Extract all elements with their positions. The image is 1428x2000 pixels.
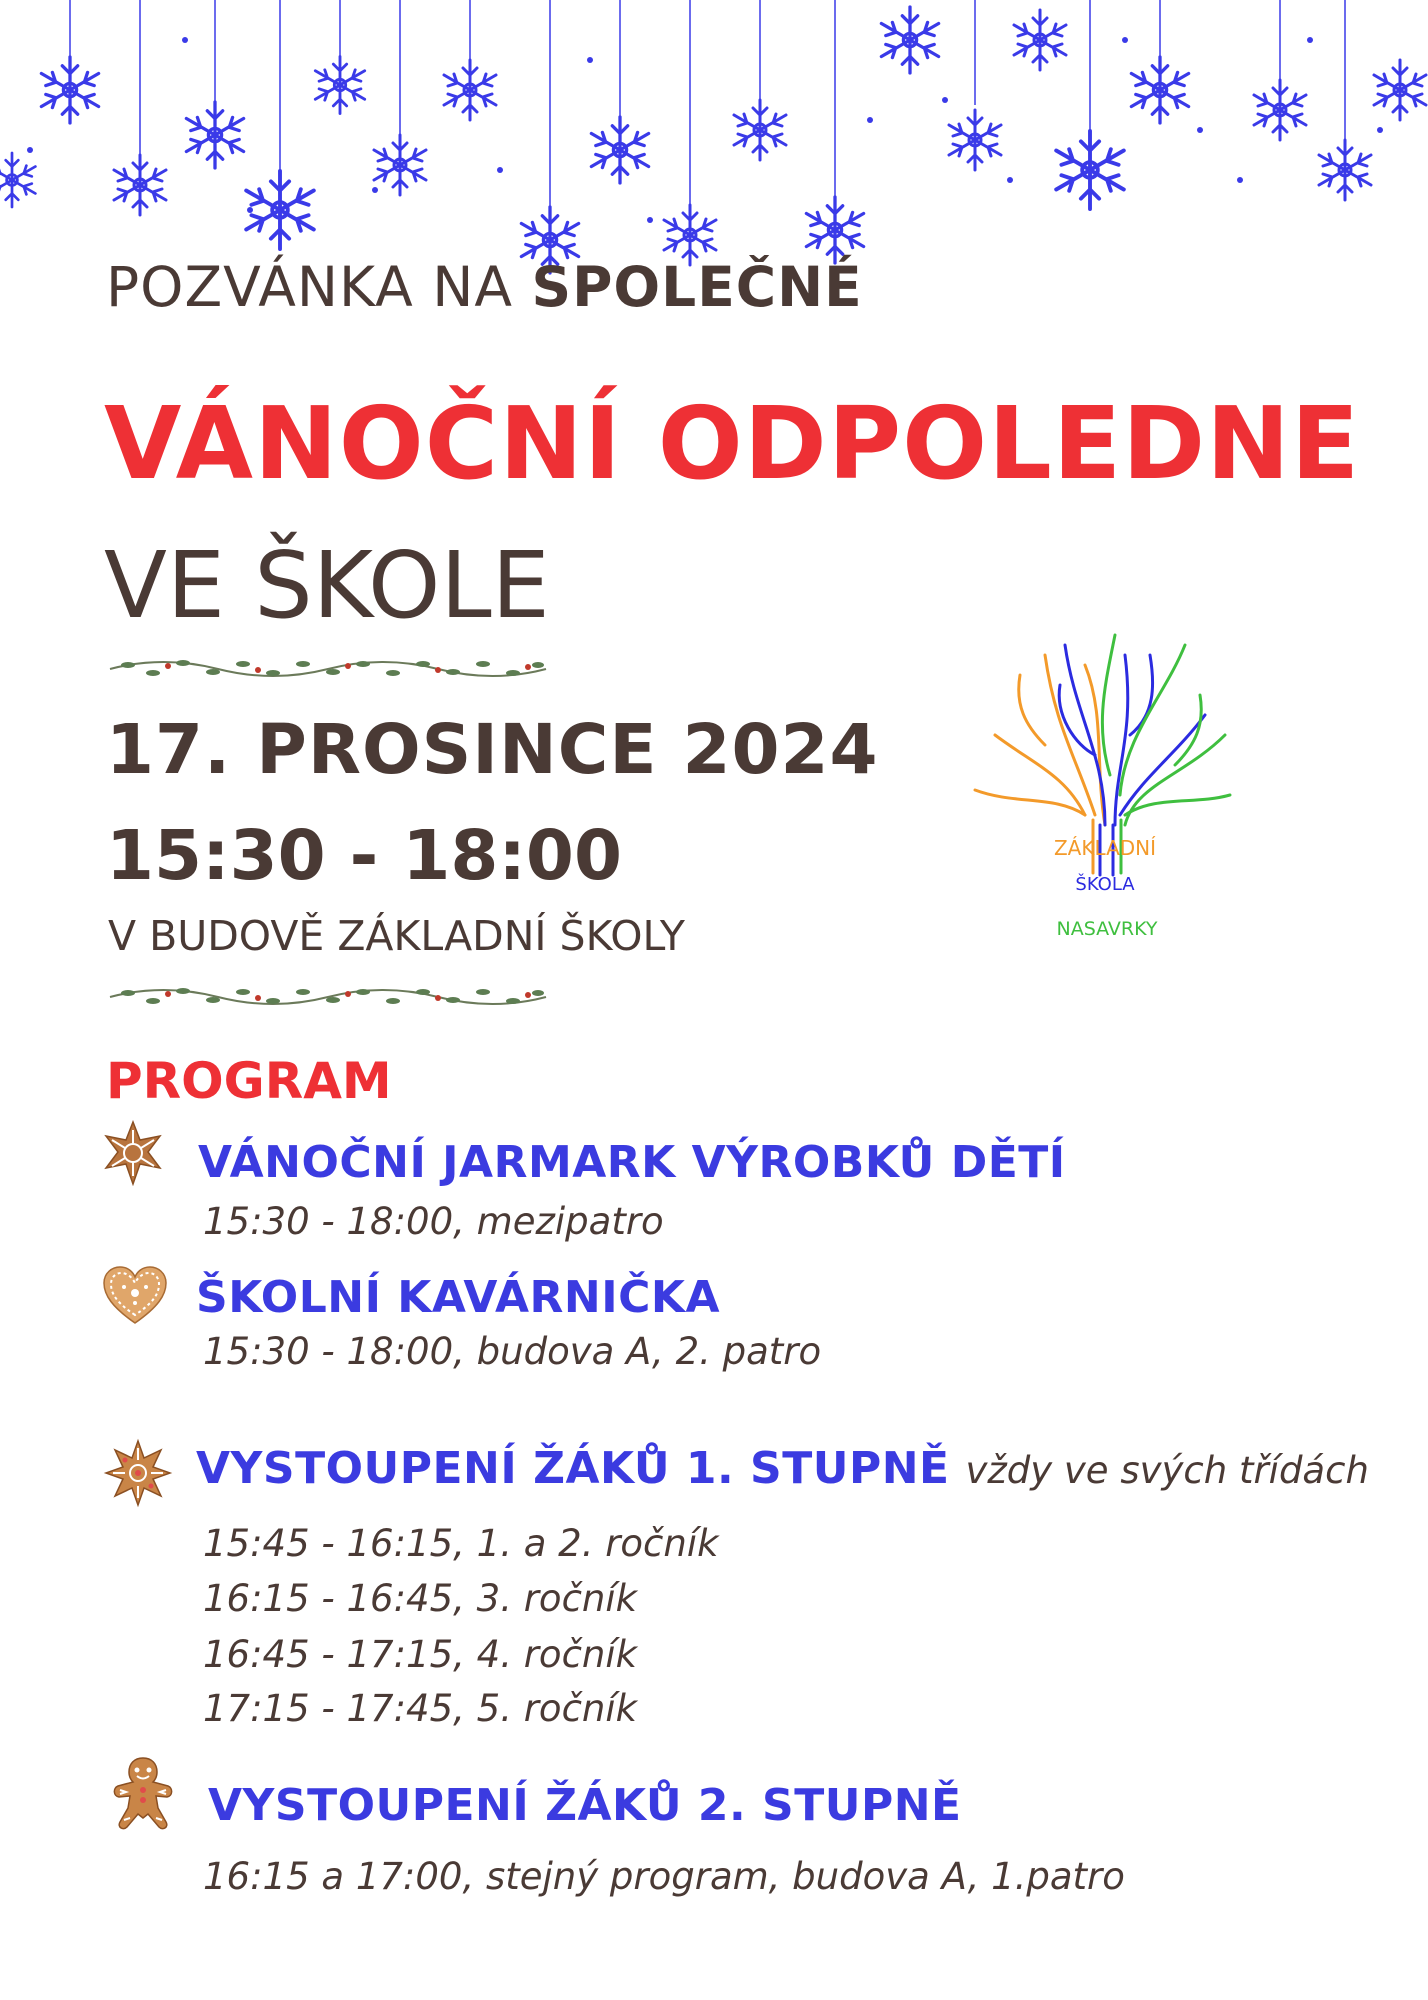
event-date: 17. PROSINCE 2024 xyxy=(106,710,879,790)
program-item-detail-4: 16:15 a 17:00, stejný program, budova A, 1.patro xyxy=(203,1855,1125,1898)
program-item-detail-3-4: 17:15 - 17:45, 5. ročník xyxy=(203,1687,638,1730)
program-item-note-3: vždy ve svých třídách xyxy=(965,1449,1369,1492)
invite-line xyxy=(106,255,863,319)
program-item-title-3 xyxy=(196,1443,1369,1494)
program-item-detail-2: 15:30 - 18:00, budova A, 2. patro xyxy=(203,1330,822,1373)
invite-bold: SPOLEČNÉ xyxy=(531,255,863,319)
sub-title: VE ŠKOLE xyxy=(104,532,550,639)
main-title: VÁNOČNÍ ODPOLEDNE xyxy=(104,385,1361,502)
program-item-detail-3-2: 16:15 - 16:45, 3. ročník xyxy=(203,1577,638,1620)
program-item-title-2: ŠKOLNÍ KAVÁRNIČKA xyxy=(196,1272,721,1323)
program-item-title-3-text: VYSTOUPENÍ ŽÁKŮ 1. STUPNĚ xyxy=(196,1443,950,1494)
garland-bottom-decoration xyxy=(108,980,548,1014)
gingerbread-heart-icon xyxy=(102,1265,168,1327)
logo-line-3: NASAVRKY xyxy=(1056,918,1158,940)
program-item-title-1: VÁNOČNÍ JARMARK VÝROBKŮ DĚTÍ xyxy=(198,1137,1066,1188)
program-heading: PROGRAM xyxy=(106,1052,392,1110)
hanging-snowflakes-decoration xyxy=(0,0,1428,280)
program-item-title-4: VYSTOUPENÍ ŽÁKŮ 2. STUPNĚ xyxy=(208,1780,962,1831)
program-item-detail-3-1: 15:45 - 16:15, 1. a 2. ročník xyxy=(203,1522,719,1565)
school-logo xyxy=(955,615,1255,955)
gingerbread-man-icon xyxy=(112,1756,174,1830)
event-time: 15:30 - 18:00 xyxy=(106,816,622,896)
event-location: V BUDOVĚ ZÁKLADNÍ ŠKOLY xyxy=(108,912,685,960)
logo-line-2: ŠKOLA xyxy=(1075,874,1135,895)
gingerbread-star-icon xyxy=(100,1120,166,1186)
invite-prefix: POZVÁNKA NA xyxy=(106,255,532,319)
program-item-detail-1: 15:30 - 18:00, mezipatro xyxy=(203,1200,664,1243)
garland-top-decoration xyxy=(108,652,548,686)
logo-line-1: ZÁKLADNÍ xyxy=(1053,836,1157,860)
program-item-detail-3-3: 16:45 - 17:15, 4. ročník xyxy=(203,1633,638,1676)
gingerbread-snowflake-icon xyxy=(103,1438,173,1508)
